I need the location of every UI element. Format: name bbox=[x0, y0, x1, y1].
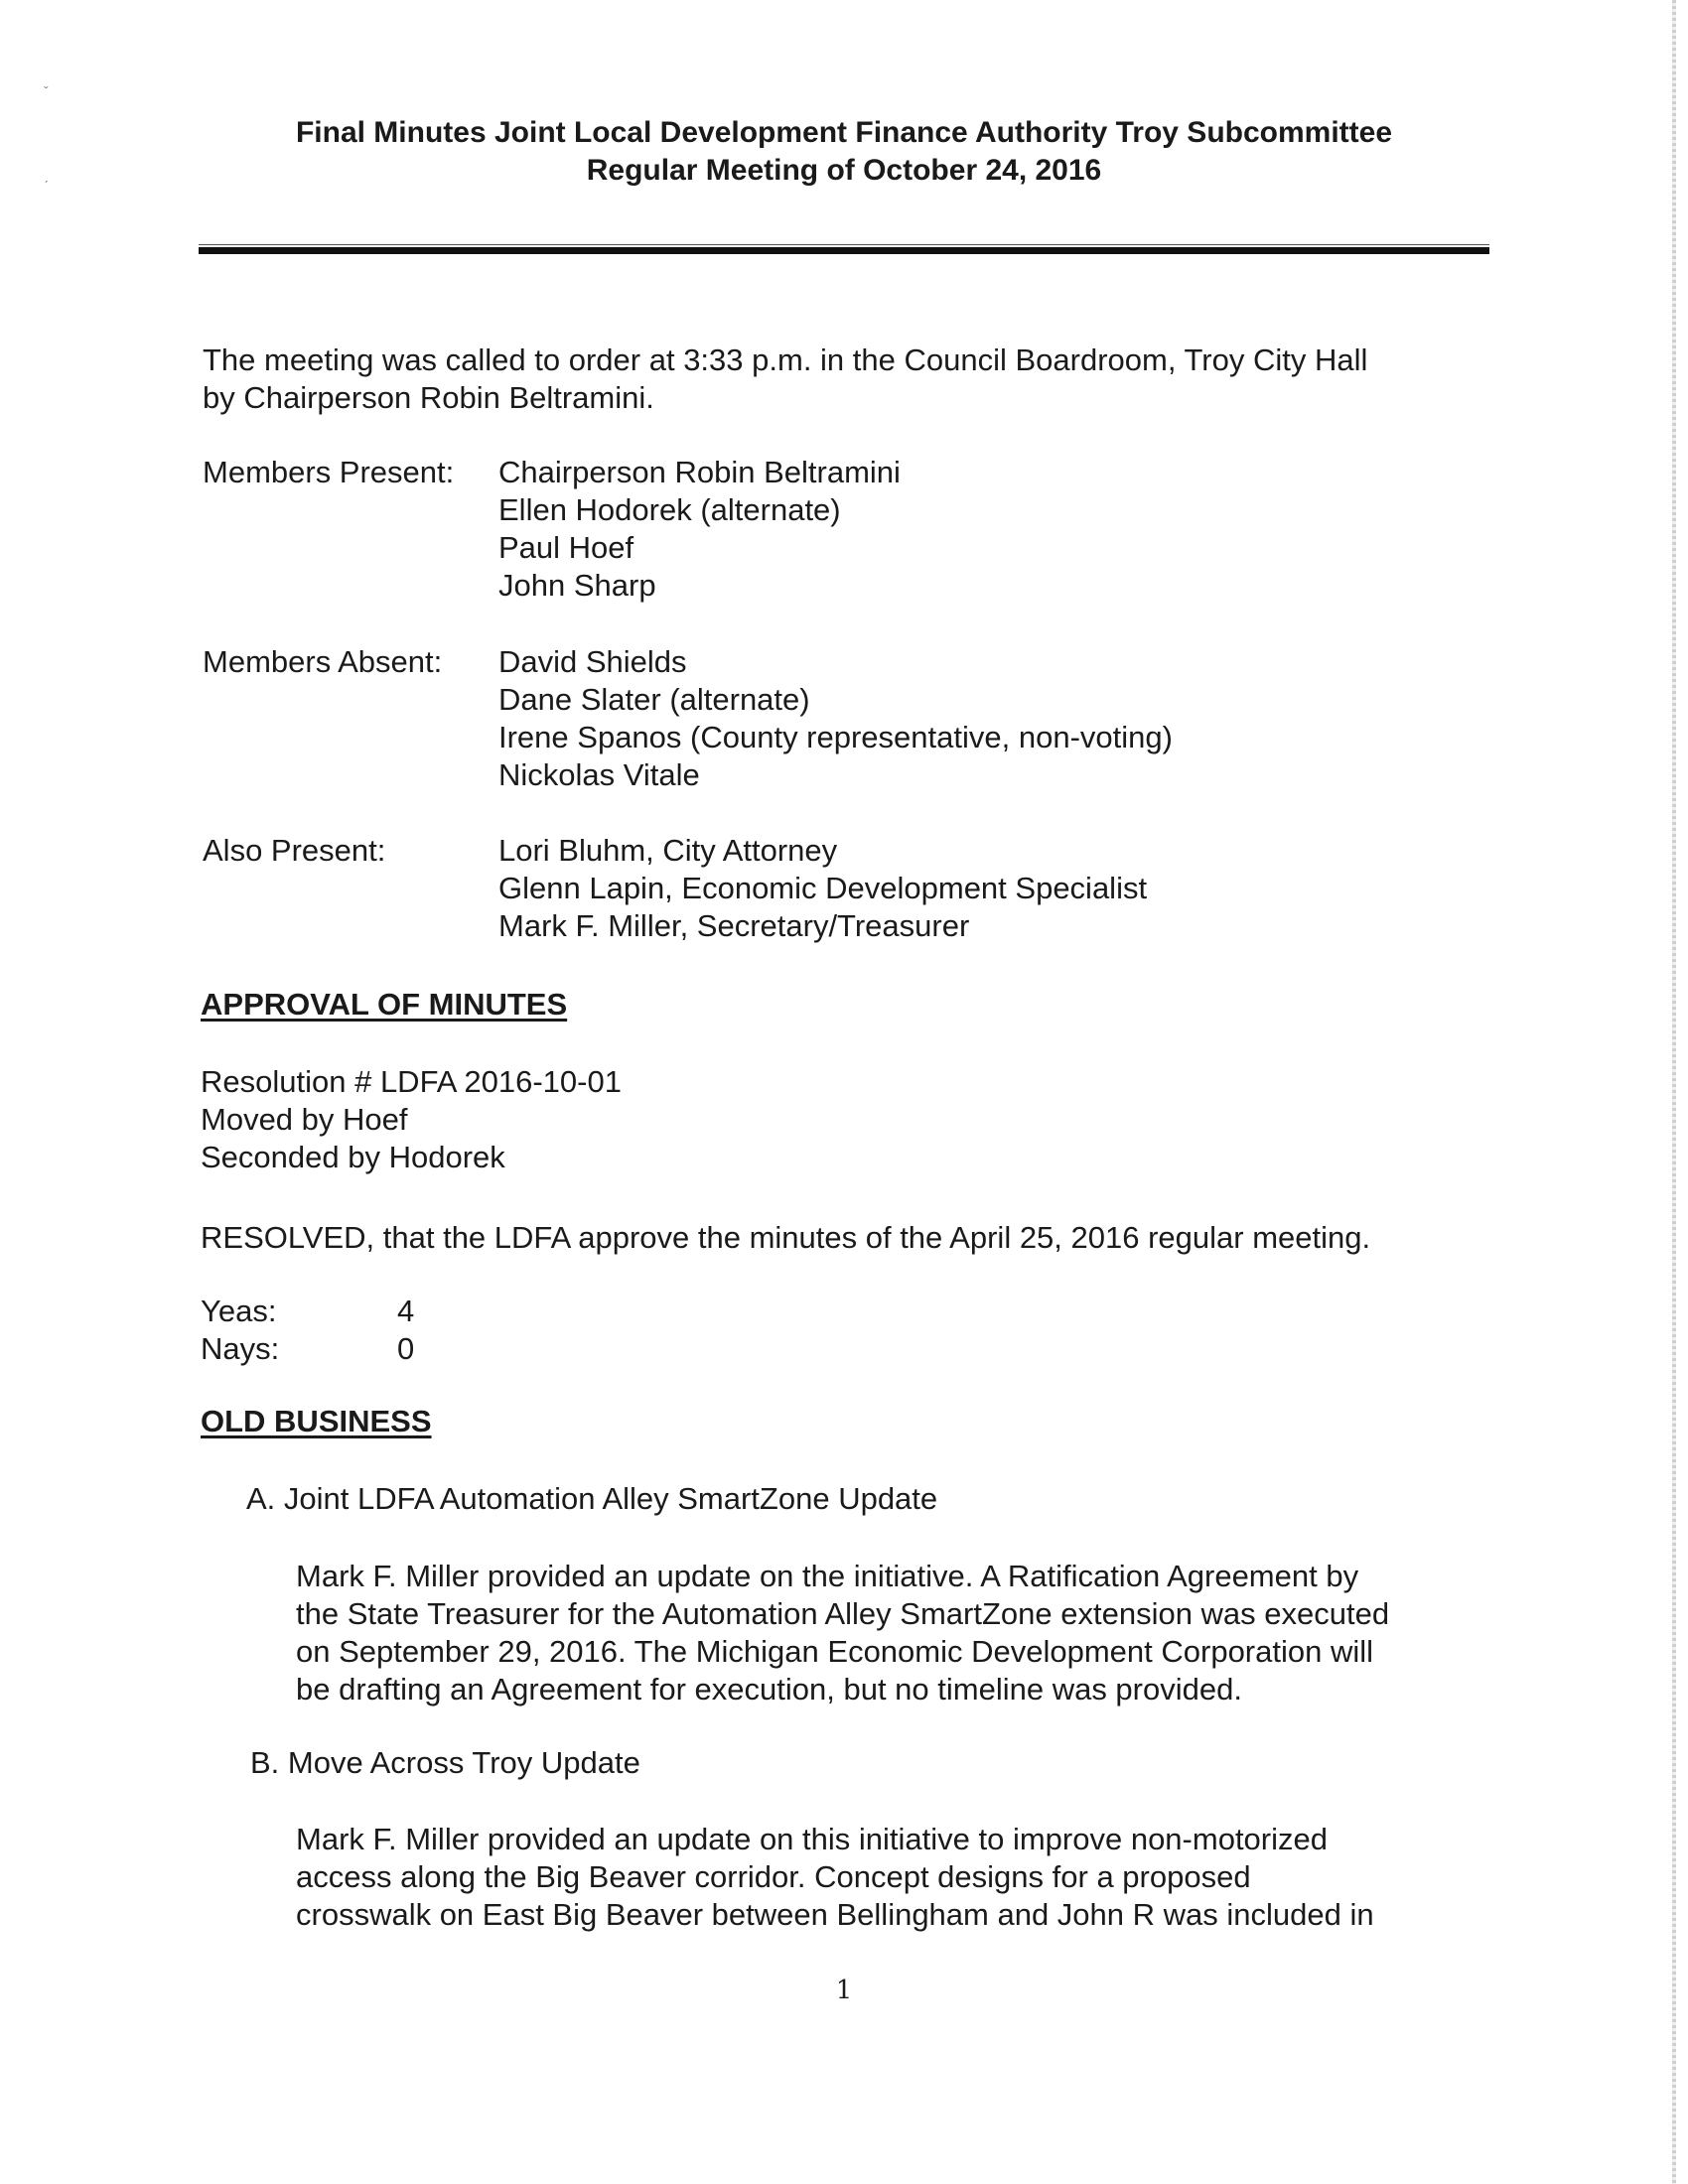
approval-of-minutes-heading: APPROVAL OF MINUTES bbox=[201, 987, 568, 1022]
item-b-body bbox=[296, 1821, 1374, 1934]
item-b-title: B. Move Across Troy Update bbox=[250, 1745, 640, 1780]
resolved-statement: RESOLVED, that the LDFA approve the minutes of the April 25, 2016 regular meeting. bbox=[201, 1220, 1371, 1255]
nays-label: Nays: bbox=[201, 1331, 280, 1366]
member-present: Chairperson Robin Beltramini bbox=[498, 455, 901, 489]
members-present-list bbox=[498, 454, 901, 605]
also-present-person: Glenn Lapin, Economic Development Specialist bbox=[498, 871, 1148, 905]
member-absent: Irene Spanos (County representative, non-voting) bbox=[498, 720, 1173, 754]
yeas-label: Yeas: bbox=[201, 1294, 277, 1328]
scan-speck-mark: ˏ bbox=[44, 167, 49, 183]
also-present-person: Mark F. Miller, Secretary/Treasurer bbox=[498, 908, 970, 943]
intro-line-1: The meeting was called to order at 3:33 p.m. in the Council Boardroom, Troy City Hall bbox=[203, 342, 1368, 377]
document-title: Final Minutes Joint Local Development Finance Authority Troy Subcommittee bbox=[295, 116, 1393, 149]
item-b-line: crosswalk on East Big Beaver between Bellingham and John R was included in bbox=[296, 1897, 1374, 1932]
header-divider-thin bbox=[199, 244, 1489, 245]
intro-line-2: by Chairperson Robin Beltramini. bbox=[203, 380, 654, 415]
item-a-line: the State Treasurer for the Automation Alley SmartZone extension was executed bbox=[296, 1596, 1390, 1631]
header-divider bbox=[199, 247, 1489, 254]
item-a-body bbox=[296, 1558, 1389, 1708]
page-number: 1 bbox=[835, 1976, 853, 2005]
member-present: Ellen Hodorek (alternate) bbox=[498, 492, 841, 527]
seconded-by: Seconded by Hodorek bbox=[201, 1140, 505, 1174]
document-subtitle: Regular Meeting of October 24, 2016 bbox=[586, 154, 1102, 187]
also-present-person: Lori Bluhm, City Attorney bbox=[498, 833, 838, 868]
scan-speck-mark: ˇ bbox=[44, 83, 49, 99]
yeas-count: 4 bbox=[397, 1294, 415, 1328]
member-absent: Nickolas Vitale bbox=[498, 757, 700, 792]
nays-count: 0 bbox=[397, 1331, 415, 1366]
also-present-label: Also Present: bbox=[203, 833, 386, 868]
members-present-label: Members Present: bbox=[203, 455, 455, 489]
member-absent: David Shields bbox=[498, 644, 687, 679]
item-a-line: on September 29, 2016. The Michigan Economic Development Corporation will bbox=[296, 1634, 1374, 1669]
also-present-list bbox=[498, 832, 1147, 945]
item-a-line: be drafting an Agreement for execution, but no timeline was provided. bbox=[296, 1672, 1242, 1706]
member-present: Paul Hoef bbox=[498, 530, 634, 565]
members-absent-label: Members Absent: bbox=[203, 644, 443, 679]
resolution-number: Resolution # LDFA 2016-10-01 bbox=[201, 1064, 622, 1099]
members-absent-list bbox=[498, 643, 1173, 794]
member-absent: Dane Slater (alternate) bbox=[498, 682, 810, 717]
item-b-line: access along the Big Beaver corridor. Concept designs for a proposed bbox=[296, 1859, 1251, 1894]
member-present: John Sharp bbox=[498, 568, 656, 603]
item-a-title: A. Joint LDFA Automation Alley SmartZone Update bbox=[246, 1481, 938, 1516]
resolution-block bbox=[201, 1063, 622, 1176]
moved-by: Moved by Hoef bbox=[201, 1102, 408, 1137]
item-a-line: Mark F. Miller provided an update on the initiative. A Ratification Agreement by bbox=[296, 1559, 1359, 1593]
item-b-line: Mark F. Miller provided an update on this initiative to improve non-motorized bbox=[296, 1822, 1328, 1856]
old-business-heading: OLD BUSINESS bbox=[201, 1404, 432, 1438]
scan-edge-artifact bbox=[1672, 0, 1676, 2184]
